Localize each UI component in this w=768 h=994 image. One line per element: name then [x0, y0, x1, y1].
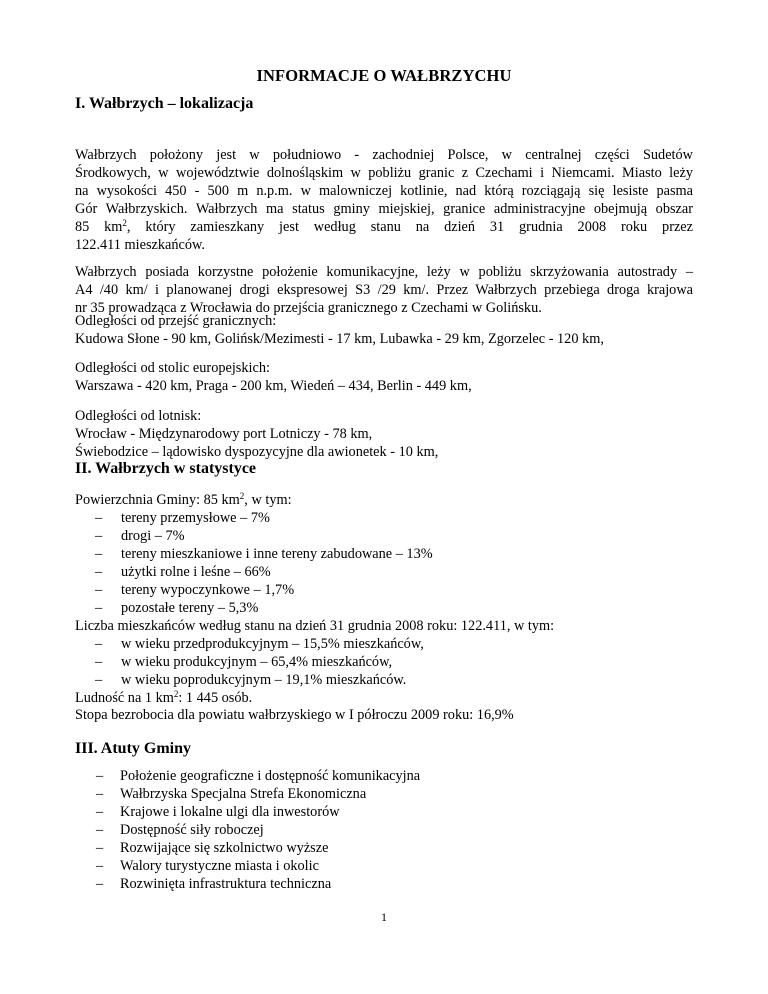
paragraph-line: Wałbrzych posiada korzystne położenie komunikacyjne, leży w pobliżu skrzyżowania autostrady – — [75, 264, 693, 280]
list-item: – tereny mieszkaniowe i inne tereny zabudowane – 13% — [75, 545, 693, 563]
section-3-heading: III. Atuty Gminy — [75, 740, 192, 757]
list-item: – w wieku poprodukcyjnym – 19,1% mieszkańców. — [75, 671, 693, 689]
list-item: – Rozwinięta infrastruktura techniczna — [75, 875, 693, 893]
capital-distances-label: Odległości od stolic europejskich: — [75, 360, 270, 376]
paragraph-line: A4 /40 km/ i planowanej drogi ekspresowej S3 /29 km/. Przez Wałbrzych przebiega droga krajowa — [75, 282, 693, 298]
airport-distance-2: Świebodzice – lądowisko dyspozycyjne dla awionetek - 10 km, — [75, 444, 439, 460]
list-item: – Wałbrzyska Specjalna Strefa Ekonomiczna — [75, 785, 693, 803]
transport-paragraph — [75, 263, 693, 317]
paragraph-line: 122.411 mieszkańców. — [75, 237, 205, 253]
population-label: Liczba mieszkańców według stanu na dzień 31 grudnia 2008 roku: 122.411, w tym: — [75, 618, 555, 634]
area-list — [75, 509, 693, 617]
list-item: – w wieku produkcyjnym – 65,4% mieszkańców, — [75, 653, 693, 671]
list-item: – drogi – 7% — [75, 527, 693, 545]
section-1-heading: I. Wałbrzych – lokalizacja — [75, 95, 254, 112]
paragraph-line: 85 $km^2$, który zamieszkany jest według stanu na dzień 31 grudnia 2008 roku przez — [75, 218, 694, 235]
list-item: – Walory turystyczne miasta i okolic — [75, 857, 693, 875]
list-item: – Położenie geograficzne i dostępność komunikacyjna — [75, 767, 693, 785]
statistics-block — [75, 491, 693, 707]
list-item: – Dostępność siły roboczej — [75, 821, 693, 839]
airport-distance-1: Wrocław - Międzynarodowy port Lotniczy - 78 km, — [75, 426, 373, 442]
list-item: – w wieku przedprodukcyjnym – 15,5% mieszkańców, — [75, 635, 693, 653]
population-list — [75, 635, 693, 689]
population-density: Ludność na 1 $km^2$: 1 445 osób. — [75, 689, 253, 706]
border-crossings-label: Odległości od przejść granicznych: — [75, 313, 277, 329]
page-number: 1 — [381, 910, 387, 924]
list-item: – Rozwijające się szkolnictwo wyższe — [75, 839, 693, 857]
section-2-heading: II. Wałbrzych w statystyce — [75, 460, 257, 477]
border-crossings — [75, 312, 693, 348]
paragraph-line: Środkowych, w województwie dolnośląskim w pobliżu granic z Czechami i Niemcami. Miasto leży — [75, 165, 693, 181]
capital-distances-value: Warszawa - 420 km, Praga - 200 km, Wiedeń – 434, Berlin - 449 km, — [75, 378, 472, 394]
airport-distances — [75, 407, 693, 461]
advantages-block — [75, 767, 693, 893]
paragraph-line: na wysokości 450 - 500 m n.p.m. w malowniczej kotlinie, nad którą rozciągają się lesiste pasma — [75, 183, 693, 199]
paragraph-line: nr 35 prowadząca z Wrocławia do przejścia granicznego z Czechami w Golińsku. — [75, 300, 542, 316]
advantages-list — [75, 767, 693, 893]
paragraph-line: Gór Wałbrzyskich. Wałbrzych ma status gminy miejskiej, granice administracyjne obejmują obszar — [75, 201, 693, 217]
airport-distances-label: Odległości od lotnisk: — [75, 408, 202, 424]
border-crossings-value: Kudowa Słone - 90 km, Golińsk/Mezimesti - 17 km, Lubawka - 29 km, Zgorzelec - 120 km, — [75, 331, 604, 347]
area-label: Powierzchnia Gminy: 85 $km^2$, w tym: — [75, 491, 292, 508]
list-item: – użytki rolne i leśne – 66% — [75, 563, 693, 581]
unemployment-rate: Stopa bezrobocia dla powiatu wałbrzyskiego w I półroczu 2009 roku: 16,9% — [75, 707, 514, 723]
capital-distances — [75, 359, 693, 395]
list-item: – tereny wypoczynkowe – 1,7% — [75, 581, 693, 599]
location-paragraph — [75, 146, 693, 254]
paragraph-line: Wałbrzych położony jest w południowo - zachodniej Polsce, w centralnej części Sudetów — [75, 147, 693, 163]
page-title: INFORMACJE O WAŁBRZYCHU — [256, 66, 512, 85]
list-item: – Krajowe i lokalne ulgi dla inwestorów — [75, 803, 693, 821]
list-item: – pozostałe tereny – 5,3% — [75, 599, 693, 617]
list-item: – tereny przemysłowe – 7% — [75, 509, 693, 527]
